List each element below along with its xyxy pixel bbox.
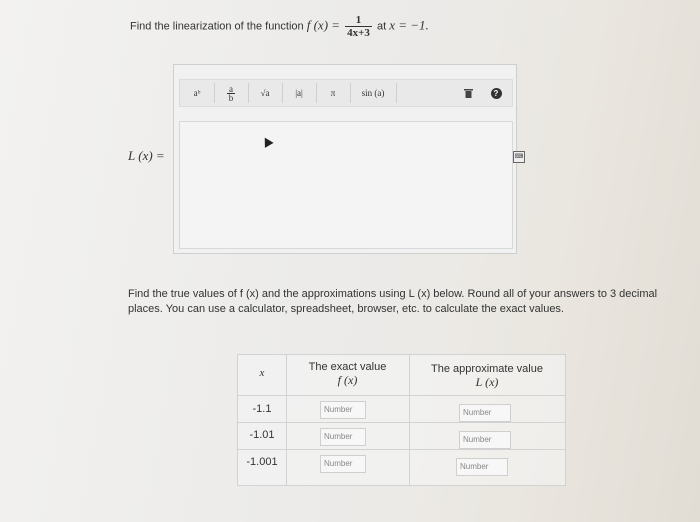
table-row	[238, 422, 565, 450]
sqrt-label: √a	[260, 88, 270, 98]
linearization-label: L (x) =	[128, 148, 165, 163]
point-value: x = −1.	[389, 17, 429, 33]
fraction-top: a	[229, 83, 233, 94]
sqrt-button[interactable]	[248, 83, 283, 103]
math-editor	[173, 64, 517, 254]
answer-table	[237, 354, 566, 486]
exact-value-input[interactable]: Number	[320, 455, 366, 473]
trash-icon-glyph	[464, 88, 473, 98]
function-fraction	[345, 14, 372, 39]
help-icon[interactable]	[484, 83, 508, 103]
exact-value-input[interactable]: Number	[320, 401, 366, 419]
approx-value-input[interactable]: Number	[459, 404, 511, 422]
instructions-text: Find the true values of f (x) and the approximations using L (x) below. Round all of your answers to 3 decimal places. You can use a calculator, spreadsheet, browser, etc. to calculate the exact values.	[128, 288, 658, 315]
approx-value-input[interactable]: Number	[456, 458, 508, 476]
approx-value-input[interactable]: Number	[459, 431, 511, 449]
pi-label: π	[330, 88, 336, 98]
fraction-numerator: 1	[345, 14, 372, 27]
at-text: at	[376, 20, 387, 33]
table-row	[238, 449, 565, 477]
pi-button[interactable]	[316, 83, 351, 103]
header-exact	[286, 361, 409, 388]
fraction-button[interactable]	[214, 83, 249, 103]
math-toolbar	[179, 79, 513, 107]
power-label: aᵇ	[193, 88, 201, 98]
table-row	[238, 395, 565, 423]
fraction-bottom: b	[228, 92, 234, 103]
header-exact-sub: f (x)	[337, 373, 358, 387]
header-exact-label: The exact value	[308, 361, 387, 373]
row-x-value: -1.01	[249, 429, 275, 441]
exact-value-input[interactable]: Number	[320, 428, 366, 446]
help-icon-glyph: ?	[491, 88, 502, 99]
function-label: f (x) =	[306, 17, 341, 33]
abs-button[interactable]	[282, 83, 317, 103]
keyboard-icon[interactable]: ⌨	[513, 151, 525, 163]
abs-label: |a|	[295, 88, 303, 98]
header-approx-label: The approximate value	[431, 363, 543, 375]
header-approx-sub: L (x)	[475, 375, 499, 389]
sin-button[interactable]	[350, 83, 397, 103]
power-button[interactable]	[180, 83, 215, 103]
question-text	[130, 14, 429, 39]
trash-icon[interactable]	[456, 83, 480, 103]
answer-input-area[interactable]	[179, 121, 513, 249]
header-x: x	[259, 367, 265, 379]
sin-label: sin (a)	[361, 88, 385, 98]
header-approx	[409, 363, 565, 390]
question-prefix: Find the linearization of the function	[130, 20, 304, 33]
row-x-value: -1.1	[252, 403, 272, 415]
fraction-denominator: 4x+3	[347, 27, 370, 39]
row-x-value: -1.001	[246, 456, 278, 468]
